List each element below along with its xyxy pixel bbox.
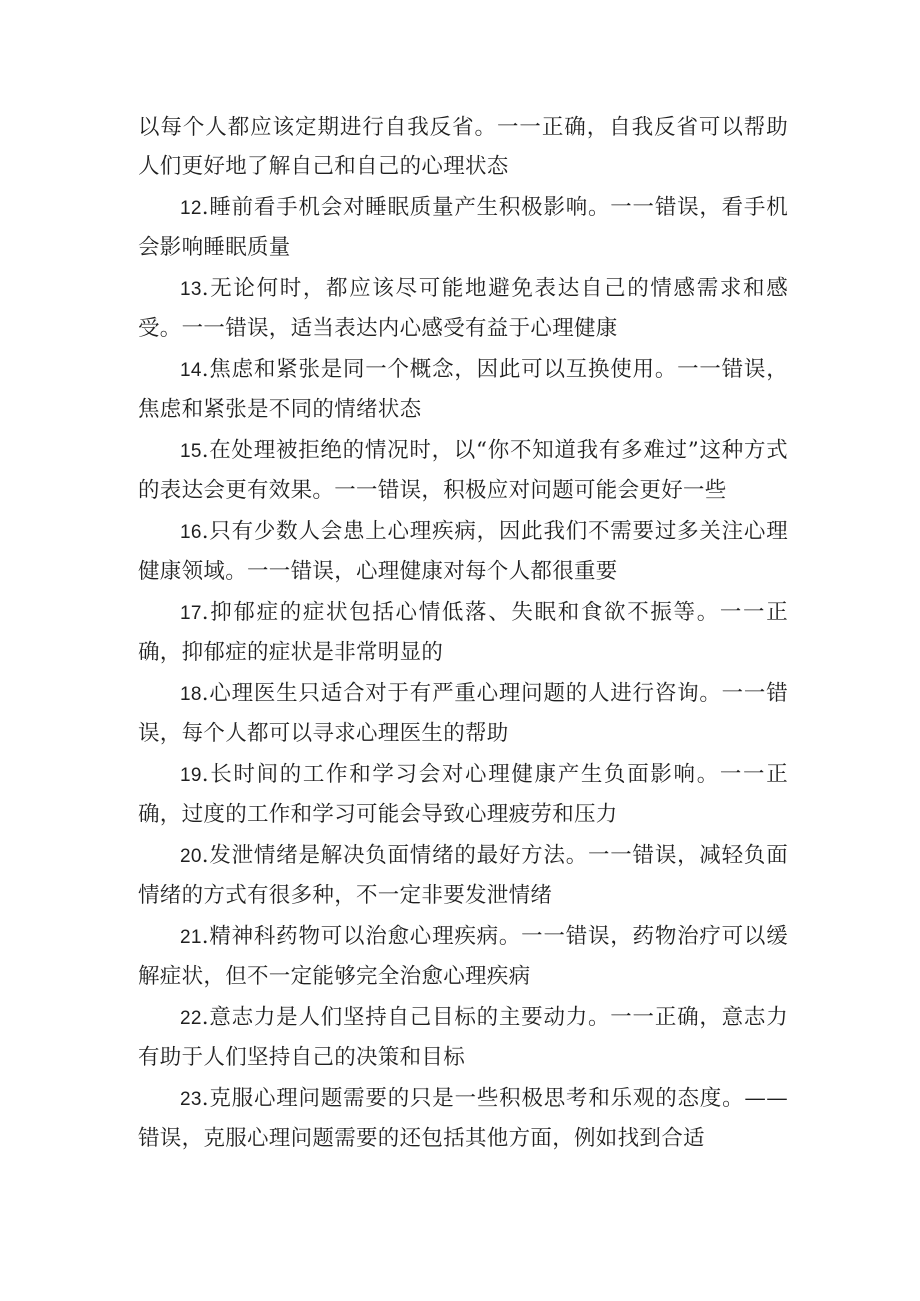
item-text: .长时间的工作和学习会对心理健康产生负面影响。一一正确，过度的工作和学习可能会导致心理疲劳和压力 [138,762,788,827]
item-text: .意志力是人们坚持自己目标的主要动力。一一正确，意志力有助于人们坚持自己的决策和目标 [138,1005,788,1070]
item-number: 12 [180,198,202,219]
item-number: 23 [180,1089,202,1110]
list-item [138,593,788,672]
item-number: 22 [180,1008,202,1029]
item-text: .焦虑和紧张是同一个概念，因此可以互换使用。一一错误，焦虑和紧张是不同的情绪状态 [138,357,788,422]
list-item [138,431,788,510]
item-number: 16 [180,522,202,543]
list-item [138,998,788,1077]
item-number: 19 [180,765,202,786]
item-text: .精神科药物可以治愈心理疾病。一一错误，药物治疗可以缓解症状，但不一定能够完全治愈心理疾病 [138,924,788,989]
list-item [138,512,788,591]
list-item [138,917,788,996]
item-text: .抑郁症的症状包括心情低落、失眠和食欲不振等。一一正确，抑郁症的症状是非常明显的 [138,600,788,665]
document-body [138,108,788,1160]
item-text: .发泄情绪是解决负面情绪的最好方法。一一错误，减轻负面情绪的方式有很多种，不一定非要发泄情绪 [138,843,788,908]
item-text: .克服心理问题需要的只是一些积极思考和乐观的态度。——错误，克服心理问题需要的还包括其他方面，例如找到合适 [138,1086,788,1151]
continuation-paragraph: 以每个人都应该定期进行自我反省。一一正确，自我反省可以帮助人们更好地了解自己和自己的心理状态 [138,115,788,179]
item-text: .只有少数人会患上心理疾病，因此我们不需要过多关注心理健康领域。一一错误，心理健康对每个人都很重要 [138,519,788,584]
list-item [138,1079,788,1158]
list-item [138,269,788,348]
item-text: .睡前看手机会对睡眠质量产生积极影响。一一错误，看手机会影响睡眠质量 [138,195,788,260]
list-item [138,836,788,915]
list-item [138,755,788,834]
item-text: .心理医生只适合对于有严重心理问题的人进行咨询。一一错误，每个人都可以寻求心理医生的帮助 [138,681,788,746]
list-item [138,188,788,267]
item-number: 18 [180,684,202,705]
item-number: 13 [180,279,202,300]
item-number: 20 [180,846,202,867]
item-number: 14 [180,360,202,381]
list-item [138,350,788,429]
item-text: .在处理被拒绝的情况时，以“你不知道我有多难过”这种方式的表达会更有效果。一一错误，积极应对问题可能会更好一些 [138,438,788,503]
item-number: 17 [180,603,202,624]
item-text: .无论何时，都应该尽可能地避免表达自己的情感需求和感受。一一错误，适当表达内心感受有益于心理健康 [138,276,788,341]
item-number: 15 [180,441,202,462]
item-number: 21 [180,927,202,948]
list-item [138,674,788,753]
